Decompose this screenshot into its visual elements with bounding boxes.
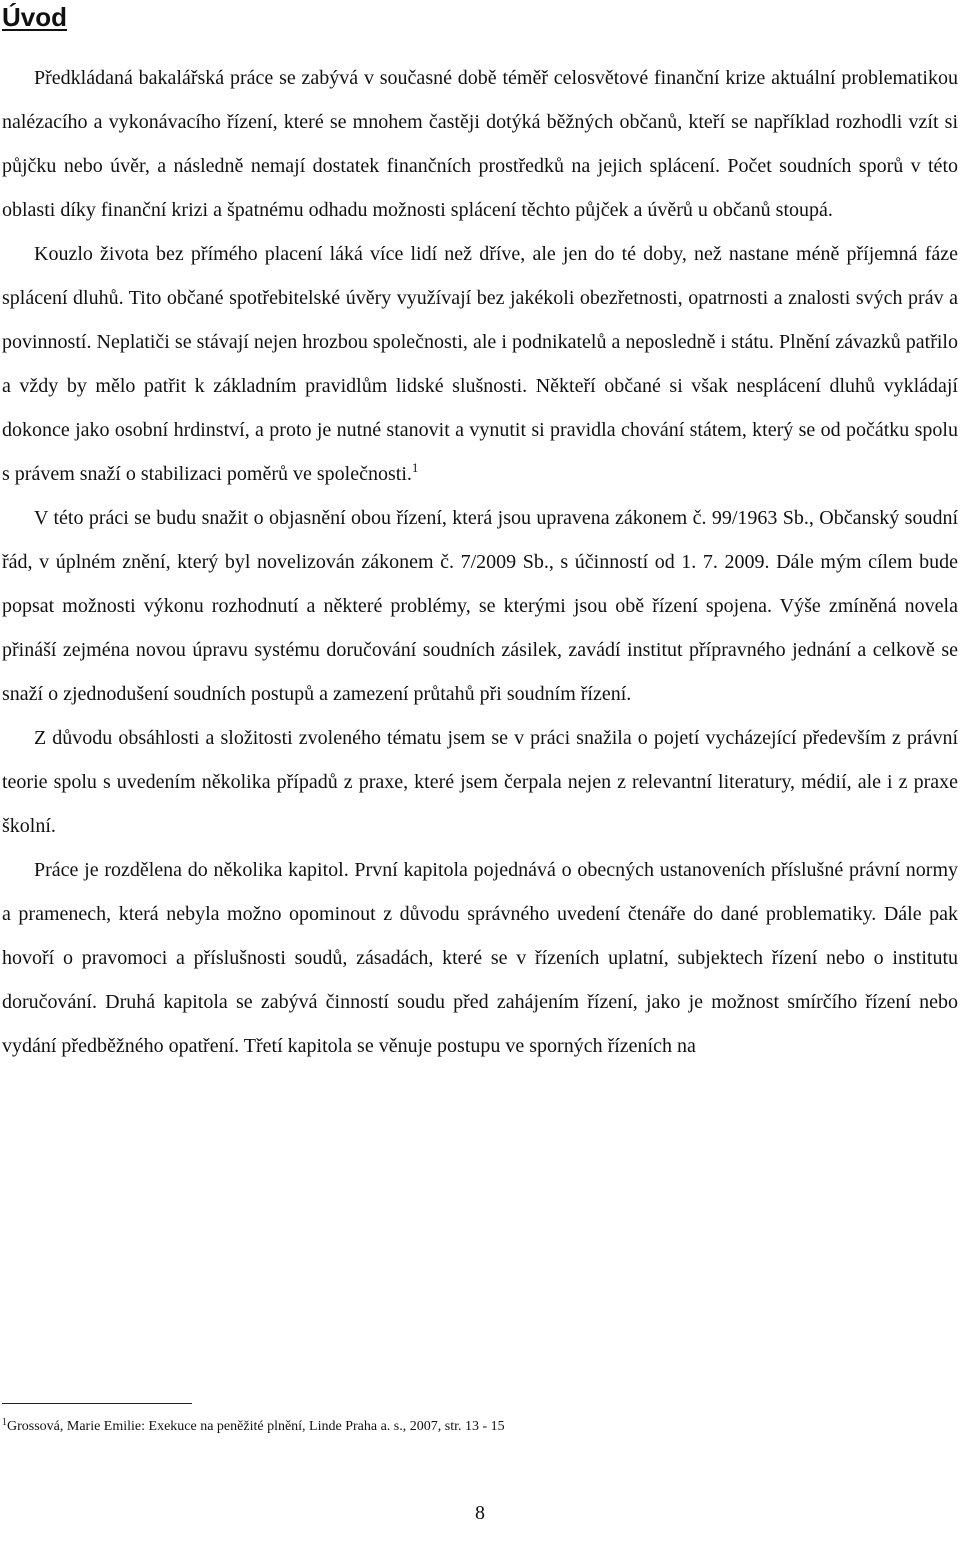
paragraph-5	[2, 848, 958, 1068]
footnote-number: 1	[2, 1417, 7, 1428]
page-number: 8	[475, 1502, 485, 1524]
paragraph-4-text: Z důvodu obsáhlosti a složitosti zvoleného tématu jsem se v práci snažila o pojetí vycházející především z právní teorie spolu s uvedením několika případů z praxe, které jsem čerpala nejen z relevantní literatury, médií, ale i z praxe školní.	[2, 727, 958, 837]
paragraph-3	[2, 496, 958, 716]
paragraph-1	[2, 56, 958, 232]
paragraph-2	[2, 232, 958, 496]
paragraph-3-text: V této práci se budu snažit o objasnění obou řízení, která jsou upravena zákonem č. 99/1963 Sb., Občanský soudní řád, v úplném znění, který byl novelizován zákonem č. 7/2009 Sb., s účinností od 1. 7. 2009. Dále mým cílem bude popsat možnosti výkonu rozhodnutí a některé problémy, se kterými jsou obě řízení spojena. Výše zmíněná novela přináší zejména novou úpravu systému doručování soudních zásilek, zavádí institut přípravného jednání a celkově se snaží o zjednodušení soudních postupů a zamezení průtahů při soudním řízení.	[2, 507, 958, 705]
paragraph-4	[2, 716, 958, 848]
footnote	[2, 1418, 952, 1436]
footnote-text: Grossová, Marie Emilie: Exekuce na peněžité plnění, Linde Praha a. s., 2007, str. 13 - 15	[7, 1419, 505, 1434]
paragraph-5-text: Práce je rozdělena do několika kapitol. První kapitola pojednává o obecných ustanoveních příslušné právní normy a pramenech, která nebyla možno opominout z důvodu správného uvedení čtenáře do dané problematiky. Dále pak hovoří o pravomoci a příslušnosti soudů, zásadách, které se v řízeních uplatní, subjektech řízení nebo o institutu doručování. Druhá kapitola se zabývá činností soudu před zahájením řízení, jako je možnost smírčího řízení nebo vydání předběžného opatření. Třetí kapitola se věnuje postupu ve sporných řízeních na	[2, 859, 958, 1057]
paragraph-2-text: Kouzlo života bez přímého placení láká více lidí než dříve, ale jen do té doby, než nastane méně příjemná fáze splácení dluhů. Tito občané spotřebitelské úvěry využívají bez jakékoli obezřetnosti, opatrnosti a znalosti svých práv a povinností. Neplatiči se stávají nejen hrozbou společnosti, ale i podnikatelů a neposledně i státu. Plnění závazků patřilo a vždy by mělo patřit k základním pravidlům lidské slušnosti. Někteří občané si však nesplácení dluhů vykládají dokonce jako osobní hrdinství, a proto je nutné stanovit a vynutit si pravidla chování státem, který se od počátku spolu s právem snaží o stabilizaci poměrů ve společnosti.	[2, 243, 958, 485]
footnote-separator	[2, 1403, 192, 1404]
paragraph-1-text: Předkládaná bakalářská práce se zabývá v současné době téměř celosvětové finanční krize aktuální problematikou nalézacího a vykonávacího řízení, které se mnohem častěji dotýká běžných občanů, kteří se například rozhodli vzít si půjčku nebo úvěr, a následně nemají dostatek finančních prostředků na jejich splácení. Počet soudních sporů v této oblasti díky finanční krizi a špatnému odhadu možnosti splácení těchto půjček a úvěrů u občanů stoupá.	[2, 67, 958, 221]
footnote-reference[interactable]: 1	[411, 460, 419, 475]
body-text	[2, 56, 958, 1068]
section-heading: Úvod	[2, 2, 67, 32]
